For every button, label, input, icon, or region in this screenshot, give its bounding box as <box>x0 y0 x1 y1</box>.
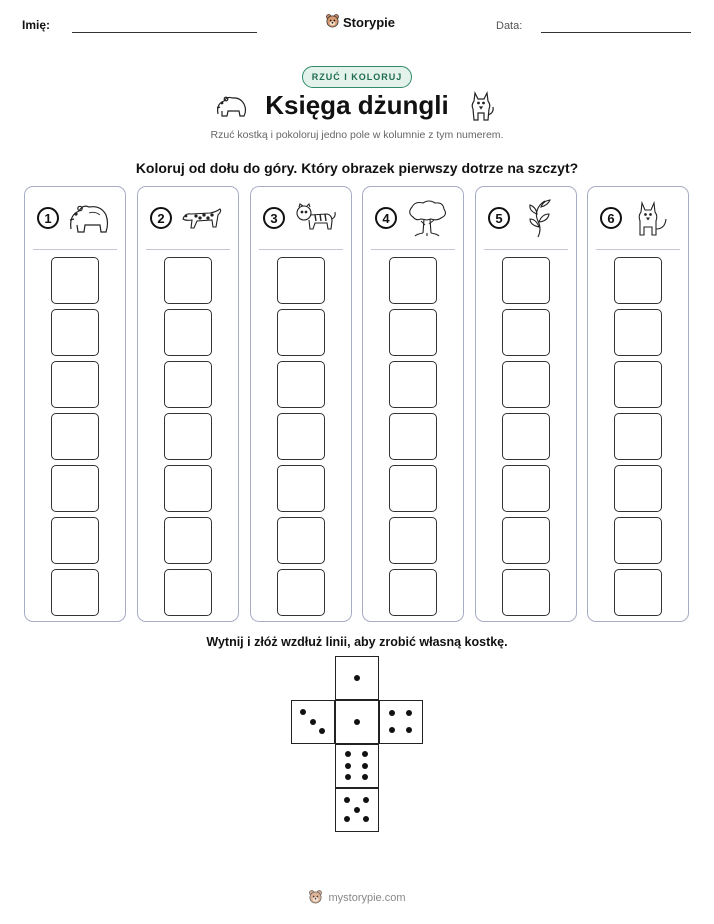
coloring-cell[interactable] <box>51 257 99 304</box>
name-label: Imię: <box>22 18 51 32</box>
coloring-cell[interactable] <box>164 257 212 304</box>
tiger-icon <box>293 199 337 242</box>
dice-pip <box>389 727 395 733</box>
coloring-cell[interactable] <box>277 309 325 356</box>
coloring-cell[interactable] <box>51 517 99 564</box>
dice-face-left <box>291 700 335 744</box>
coloring-cell[interactable] <box>277 361 325 408</box>
column-divider <box>371 249 455 250</box>
coloring-cell[interactable] <box>389 413 437 460</box>
coloring-cell[interactable] <box>389 465 437 512</box>
bear-mascot-icon <box>308 889 323 907</box>
coloring-cell[interactable] <box>277 569 325 616</box>
dice-pip <box>345 763 351 769</box>
dice-pip <box>345 774 351 780</box>
coloring-cell[interactable] <box>502 413 550 460</box>
column-header <box>251 187 351 249</box>
dice-pip <box>406 710 412 716</box>
coloring-cell[interactable] <box>164 569 212 616</box>
dice-pip <box>362 774 368 780</box>
brand-logo <box>325 13 395 31</box>
coloring-cell[interactable] <box>51 465 99 512</box>
coloring-cell[interactable] <box>389 361 437 408</box>
column-4 <box>362 186 464 622</box>
column-header <box>138 187 238 249</box>
dice-pip <box>363 816 369 822</box>
bear-mascot-icon <box>325 13 340 31</box>
coloring-cell[interactable] <box>164 517 212 564</box>
coloring-cell[interactable] <box>51 569 99 616</box>
wolf-icon <box>630 199 674 244</box>
coloring-cell[interactable] <box>502 361 550 408</box>
column-divider <box>596 249 680 250</box>
coloring-cell[interactable] <box>614 465 662 512</box>
dice-pip <box>319 728 325 734</box>
column-header <box>588 187 688 249</box>
dice-pip <box>406 727 412 733</box>
dice-face-bottom <box>335 788 379 832</box>
coloring-cell[interactable] <box>502 517 550 564</box>
dice-instruction: Wytnij i złóż wzdłuż linii, aby zrobić własną kostkę. <box>206 635 508 649</box>
column-6 <box>587 186 689 622</box>
dice-pip <box>363 797 369 803</box>
coloring-cell[interactable] <box>614 517 662 564</box>
column-divider <box>146 249 230 250</box>
coloring-cell[interactable] <box>164 309 212 356</box>
dice-pip <box>345 751 351 757</box>
dice-pip <box>389 710 395 716</box>
dice-face-center <box>335 700 379 744</box>
vine-icon <box>518 199 562 244</box>
name-line <box>72 32 257 33</box>
column-divider <box>484 249 568 250</box>
coloring-cell[interactable] <box>614 361 662 408</box>
coloring-cell[interactable] <box>164 465 212 512</box>
dice-pip <box>354 675 360 681</box>
coloring-cell[interactable] <box>277 413 325 460</box>
coloring-cell[interactable] <box>389 257 437 304</box>
dice-pip <box>362 751 368 757</box>
coloring-cell[interactable] <box>614 569 662 616</box>
coloring-cell[interactable] <box>614 309 662 356</box>
dice-pip <box>354 807 360 813</box>
coloring-cell[interactable] <box>51 361 99 408</box>
coloring-cell[interactable] <box>51 309 99 356</box>
dice-pip <box>354 719 360 725</box>
column-divider <box>33 249 117 250</box>
wolf-icon <box>466 89 496 128</box>
dice-face-lower <box>335 744 379 788</box>
coloring-cell[interactable] <box>614 413 662 460</box>
tree-icon <box>405 199 449 244</box>
footer-url: mystorypie.com <box>328 892 406 904</box>
date-line <box>541 32 691 33</box>
coloring-cell[interactable] <box>502 465 550 512</box>
coloring-cell[interactable] <box>277 257 325 304</box>
dice-pip <box>310 719 316 725</box>
dice-face-top <box>335 656 379 700</box>
dice-pip <box>344 816 350 822</box>
coloring-cell[interactable] <box>277 517 325 564</box>
coloring-cell[interactable] <box>51 413 99 460</box>
coloring-cell[interactable] <box>389 517 437 564</box>
coloring-cell[interactable] <box>164 361 212 408</box>
coloring-cell[interactable] <box>389 309 437 356</box>
column-1 <box>24 186 126 622</box>
coloring-cell[interactable] <box>614 257 662 304</box>
coloring-cell[interactable] <box>389 569 437 616</box>
column-header <box>476 187 576 249</box>
column-2 <box>137 186 239 622</box>
dice-face-right <box>379 700 423 744</box>
column-number: 2 <box>150 207 172 229</box>
coloring-cell[interactable] <box>502 309 550 356</box>
dice-pip <box>300 709 306 715</box>
column-number: 4 <box>375 207 397 229</box>
column-number: 5 <box>488 207 510 229</box>
coloring-cell[interactable] <box>277 465 325 512</box>
column-5 <box>475 186 577 622</box>
footer <box>0 889 714 907</box>
column-divider <box>259 249 343 250</box>
date-label: Data: <box>496 20 523 32</box>
instruction-text: Koloruj od dołu do góry. Który obrazek pierwszy dotrze na szczyt? <box>135 160 579 176</box>
coloring-cell[interactable] <box>502 257 550 304</box>
column-number: 1 <box>37 207 59 229</box>
dice-pip <box>362 763 368 769</box>
brand-name: Storypie <box>343 14 396 30</box>
column-3 <box>250 186 352 622</box>
subtitle: Rzuć kostką i pokoloruj jedno pole w kolumnie z tym numerem. <box>210 129 504 141</box>
dice-pip <box>344 797 350 803</box>
coloring-cell[interactable] <box>164 413 212 460</box>
column-number: 6 <box>600 207 622 229</box>
column-header <box>363 187 463 249</box>
page-title: Księga dżungli <box>265 90 449 120</box>
leopard-icon <box>180 199 224 242</box>
column-header <box>25 187 125 249</box>
bear-icon <box>67 199 111 242</box>
coloring-cell[interactable] <box>502 569 550 616</box>
column-number: 3 <box>263 207 285 229</box>
activity-badge: RZUĆ I KOLORUJ <box>302 66 412 88</box>
